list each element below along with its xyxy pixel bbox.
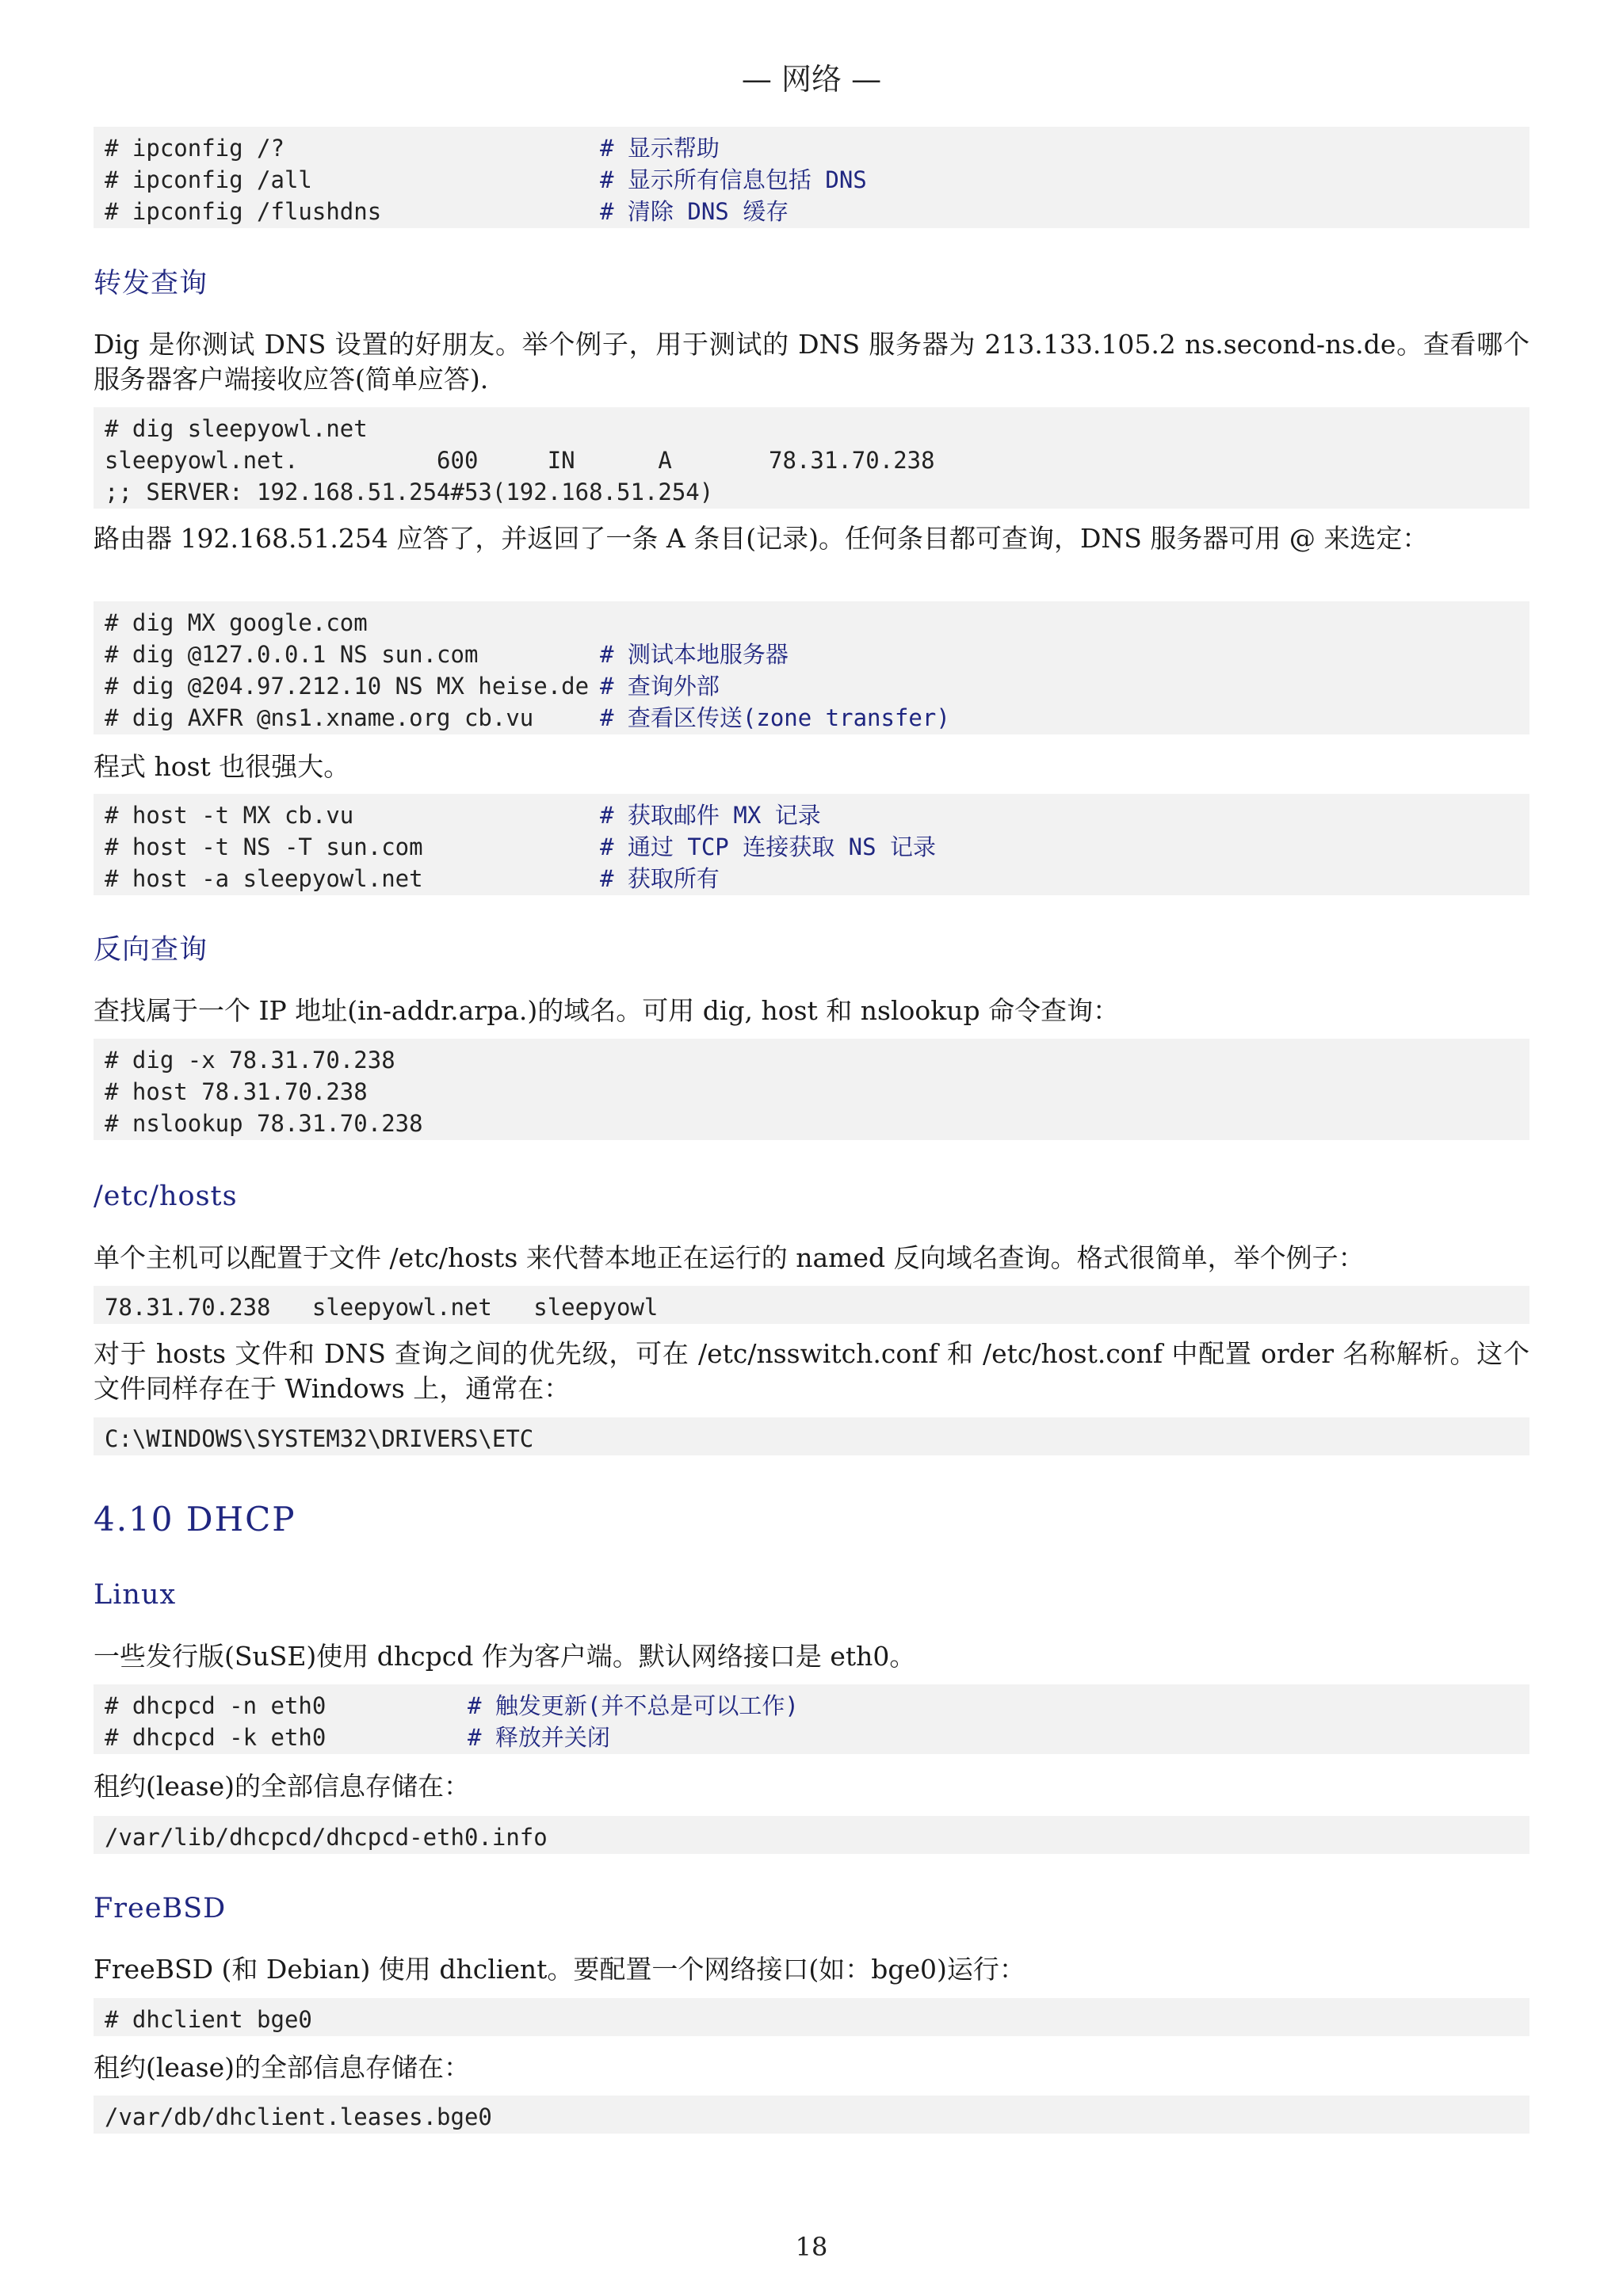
code-line — [105, 702, 1518, 734]
code-command: # dig -x 78.31.70.238 — [105, 1047, 395, 1074]
code-line — [105, 2004, 1518, 2035]
code-comment: # 查询外部 — [600, 673, 720, 700]
code-block-ipconfig — [94, 127, 1529, 228]
code-comment: # 触发更新(并不总是可以工作) — [468, 1692, 799, 1719]
code-line — [105, 799, 1518, 831]
code-line — [105, 444, 1518, 476]
code-line — [105, 607, 1518, 639]
code-line — [105, 476, 1518, 508]
code-block-dhcpcd-lease — [94, 1816, 1529, 1854]
paragraph-router-answer: 路由器 192.168.51.254 应答了，并返回了一条 A 条目(记录)。任何条目都可查询，DNS 服务器可用 @ 来选定： — [94, 523, 1429, 554]
code-block-dig-output — [94, 407, 1529, 509]
code-line — [105, 1044, 1518, 1076]
heading-freebsd: FreeBSD — [94, 1893, 227, 1924]
code-comment: # 显示所有信息包括 DNS — [600, 166, 867, 193]
code-line — [105, 196, 1518, 227]
code-block-dhclient-lease — [94, 2096, 1529, 2134]
heading-forward-query: 转发查询 — [94, 268, 208, 299]
paragraph-host-strong: 程式 host 也很强大。 — [94, 751, 350, 782]
code-line — [105, 1722, 1518, 1753]
code-command: # host -t NS -T sun.com — [105, 833, 423, 860]
code-comment: # 释放并关闭 — [468, 1724, 610, 1751]
code-command: # dhcpcd -k eth0 — [105, 1724, 327, 1751]
code-line — [105, 1423, 1518, 1455]
code-command: sleepyowl.net. 600 IN A 78.31.70.238 — [105, 447, 935, 474]
heading-dhcp: 4.10 DHCP — [94, 1500, 296, 1539]
paragraph-lease-2: 租约(lease)的全部信息存储在： — [94, 2052, 470, 2083]
paragraph-lease-1: 租约(lease)的全部信息存储在： — [94, 1771, 470, 1802]
code-command: # ipconfig /flushdns — [105, 198, 382, 225]
code-command: # dhcpcd -n eth0 — [105, 1692, 327, 1719]
code-command: # host -t MX cb.vu — [105, 802, 354, 829]
code-block-dhcpcd — [94, 1684, 1529, 1754]
code-line — [105, 1821, 1518, 1853]
code-command: # dig @204.97.212.10 NS MX heise.de — [105, 673, 590, 700]
code-line — [105, 164, 1518, 196]
code-line — [105, 1291, 1518, 1323]
code-comment: # 清除 DNS 缓存 — [600, 198, 789, 225]
code-comment: # 查看区传送(zone transfer) — [600, 704, 950, 731]
paragraph-suse: 一些发行版(SuSE)使用 dhcpcd 作为客户端。默认网络接口是 eth0。 — [94, 1641, 916, 1672]
code-command: # nslookup 78.31.70.238 — [105, 1110, 423, 1137]
code-block-windows-path — [94, 1417, 1529, 1455]
code-line — [105, 639, 1518, 670]
code-comment: # 显示帮助 — [600, 135, 720, 162]
code-line — [105, 2101, 1518, 2133]
code-line — [105, 1690, 1518, 1722]
code-line — [105, 1108, 1518, 1139]
code-command: # dig sleepyowl.net — [105, 415, 368, 442]
code-command: # dhclient bge0 — [105, 2006, 312, 2033]
code-command: /var/lib/dhcpcd/dhcpcd-eth0.info — [105, 1824, 548, 1851]
code-command: # host 78.31.70.238 — [105, 1078, 368, 1105]
code-comment: # 测试本地服务器 — [600, 641, 789, 668]
code-command: # ipconfig /all — [105, 166, 312, 193]
page-number: 18 — [795, 2232, 828, 2262]
code-block-reverse — [94, 1039, 1529, 1140]
paragraph-hosts-intro: 单个主机可以配置于文件 /etc/hosts 来代替本地正在运行的 named 反向域名查询。格式很简单，举个例子： — [94, 1242, 1365, 1273]
code-block-host-examples — [94, 794, 1529, 895]
code-line — [105, 132, 1518, 164]
code-command: # dig MX google.com — [105, 609, 368, 636]
code-command: /var/db/dhclient.leases.bge0 — [105, 2103, 492, 2130]
code-block-hosts-line — [94, 1286, 1529, 1324]
code-command: # host -a sleepyowl.net — [105, 865, 423, 892]
code-command: # ipconfig /? — [105, 135, 285, 162]
code-block-dig-examples — [94, 601, 1529, 734]
paragraph-freebsd-intro: FreeBSD (和 Debian) 使用 dhclient。要配置一个网络接口(如：bge0)运行： — [94, 1954, 1025, 1985]
code-block-dhclient — [94, 1998, 1529, 2036]
heading-reverse-query: 反向查询 — [94, 934, 208, 966]
heading-etc-hosts: /etc/hosts — [94, 1180, 238, 1212]
code-command: 78.31.70.238 sleepyowl.net sleepyowl — [105, 1294, 659, 1321]
code-comment: # 获取邮件 MX 记录 — [600, 802, 821, 829]
code-command: ;; SERVER: 192.168.51.254#53(192.168.51.254) — [105, 479, 714, 505]
paragraph-reverse-intro: 查找属于一个 IP 地址(in-addr.arpa.)的域名。可用 dig, host 和 nslookup 命令查询： — [94, 995, 1120, 1026]
paragraph-priority: 对于 hosts 文件和 DNS 查询之间的优先级，可在 /etc/nsswitch.conf 和 /etc/host.conf 中配置 order 名称解析。这个文件同样存在于 Windows 上，通常在： — [94, 1338, 1529, 1404]
code-command: # dig @127.0.0.1 NS sun.com — [105, 641, 479, 668]
code-line — [105, 1076, 1518, 1108]
code-line — [105, 863, 1518, 894]
code-line — [105, 413, 1518, 444]
code-command: C:\WINDOWS\SYSTEM32\DRIVERS\ETC — [105, 1425, 534, 1452]
heading-linux: Linux — [94, 1579, 177, 1611]
paragraph-dig-intro: Dig 是你测试 DNS 设置的好朋友。举个例子，用于测试的 DNS 服务器为 213.133.105.2 ns.second-ns.de。查看哪个服务器客户端接收应答(简单应答). — [94, 329, 1529, 395]
code-command: # dig AXFR @ns1.xname.org cb.vu — [105, 704, 534, 731]
code-comment: # 通过 TCP 连接获取 NS 记录 — [600, 833, 937, 860]
code-line — [105, 831, 1518, 863]
code-line — [105, 670, 1518, 702]
code-comment: # 获取所有 — [600, 865, 720, 892]
running-header: — 网络 — — [741, 62, 882, 97]
